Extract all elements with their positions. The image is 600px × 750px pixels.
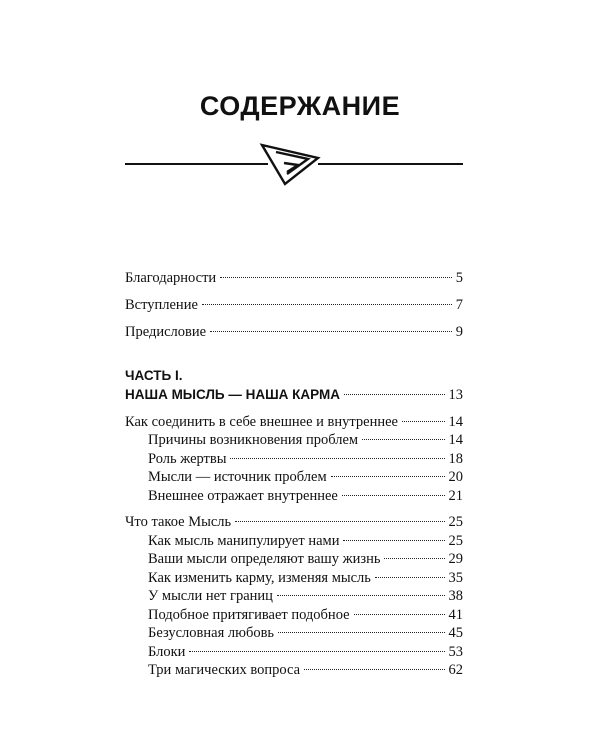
triangle-icon bbox=[262, 145, 318, 184]
toc-entry-page: 14 bbox=[448, 432, 463, 448]
toc-subentry[interactable] bbox=[125, 661, 463, 680]
page-title: СОДЕРЖАНИЕ bbox=[199, 91, 401, 121]
part-title: НАША МЫСЛЬ — НАША КАРМА bbox=[125, 387, 340, 402]
toc-subentry[interactable] bbox=[125, 624, 463, 643]
toc-section-what-is-thought[interactable] bbox=[125, 513, 463, 532]
toc-entry-page: 21 bbox=[448, 487, 463, 504]
dot-leader bbox=[304, 669, 444, 670]
toc-subentry[interactable] bbox=[125, 550, 463, 569]
toc-entry-page: 29 bbox=[448, 551, 463, 567]
toc-entry-page: 41 bbox=[448, 606, 463, 623]
dot-leader bbox=[277, 595, 445, 596]
toc-entry-title: Роль жертвы bbox=[148, 450, 227, 467]
toc-entry-title: Как мысль манипулирует нами bbox=[148, 532, 340, 549]
dot-leader bbox=[189, 651, 444, 652]
toc-entry-page: 7 bbox=[455, 297, 463, 313]
dot-leader bbox=[402, 421, 445, 422]
toc-entry-page: 14 bbox=[448, 413, 463, 430]
toc-entry-preface[interactable] bbox=[125, 319, 463, 346]
toc-entry-page: 25 bbox=[448, 532, 463, 549]
dot-leader bbox=[278, 632, 444, 633]
toc-entry-part-1[interactable] bbox=[125, 386, 463, 405]
toc-section-inner-outer[interactable] bbox=[125, 413, 463, 432]
toc-entry-title: Три магических вопроса bbox=[148, 662, 301, 678]
toc-entry-page: 18 bbox=[448, 450, 463, 467]
toc-entry-page: 5 bbox=[455, 270, 463, 286]
toc-entry-title: Безусловная любовь bbox=[148, 625, 275, 641]
triangle-divider-ornament bbox=[125, 140, 465, 190]
toc-entry-title: Причины возникновения проблем bbox=[148, 432, 359, 448]
toc-entry-introduction[interactable] bbox=[125, 292, 463, 319]
dot-leader bbox=[384, 558, 444, 559]
table-of-contents bbox=[125, 265, 463, 680]
dot-leader bbox=[362, 439, 444, 440]
toc-entry-page: 38 bbox=[448, 588, 463, 604]
toc-entry-title: Как изменить карму, изменяя мысль bbox=[148, 569, 371, 586]
toc-entry-title: Ваши мысли определяют вашу жизнь bbox=[148, 551, 381, 567]
toc-entry-page: 53 bbox=[448, 643, 463, 660]
toc-entry-page: 9 bbox=[455, 324, 463, 340]
dot-leader bbox=[354, 614, 445, 615]
toc-entry-acknowledgements[interactable] bbox=[125, 265, 463, 292]
toc-subentry[interactable] bbox=[125, 532, 463, 551]
toc-entry-page: 62 bbox=[448, 662, 463, 678]
toc-subentry[interactable] bbox=[125, 487, 463, 506]
dot-leader bbox=[220, 277, 452, 278]
toc-subentry[interactable] bbox=[125, 643, 463, 662]
toc-entry-title: Предисловие bbox=[125, 324, 207, 340]
toc-entry-title: У мысли нет границ bbox=[148, 588, 273, 604]
toc-subentry[interactable] bbox=[125, 606, 463, 625]
toc-entry-page: 45 bbox=[448, 625, 463, 641]
toc-entry-page: 35 bbox=[448, 569, 463, 586]
toc-entry-page: 20 bbox=[448, 469, 463, 485]
dot-leader bbox=[331, 476, 445, 477]
dot-leader bbox=[210, 331, 452, 332]
toc-entry-title: Мысли — источник проблем bbox=[148, 469, 327, 485]
toc-entry-title: Блоки bbox=[148, 643, 186, 660]
dot-leader bbox=[343, 540, 444, 541]
dot-leader bbox=[235, 521, 444, 522]
dot-leader bbox=[342, 495, 445, 496]
dot-leader bbox=[375, 577, 445, 578]
toc-entry-title: Благодарности bbox=[125, 270, 217, 286]
dot-leader bbox=[344, 394, 445, 395]
toc-section-title: Что такое Мысль bbox=[125, 514, 232, 530]
toc-section-title: Как соединить в себе внешнее и внутреннее bbox=[125, 413, 398, 430]
toc-entry-page: 13 bbox=[448, 387, 463, 403]
toc-subentry[interactable] bbox=[125, 587, 463, 606]
dot-leader bbox=[230, 458, 444, 459]
toc-subentry[interactable] bbox=[125, 569, 463, 588]
toc-subentry[interactable] bbox=[125, 468, 463, 487]
toc-entry-title: Внешнее отражает внутреннее bbox=[148, 487, 338, 504]
part-label: ЧАСТЬ I. bbox=[125, 368, 183, 383]
dot-leader bbox=[202, 304, 452, 305]
toc-entry-title: Вступление bbox=[125, 297, 198, 313]
toc-subentry[interactable] bbox=[125, 431, 463, 450]
toc-entry-title: Подобное притягивает подобное bbox=[148, 606, 350, 623]
toc-subentry[interactable] bbox=[125, 450, 463, 469]
toc-entry-page: 25 bbox=[448, 514, 463, 530]
